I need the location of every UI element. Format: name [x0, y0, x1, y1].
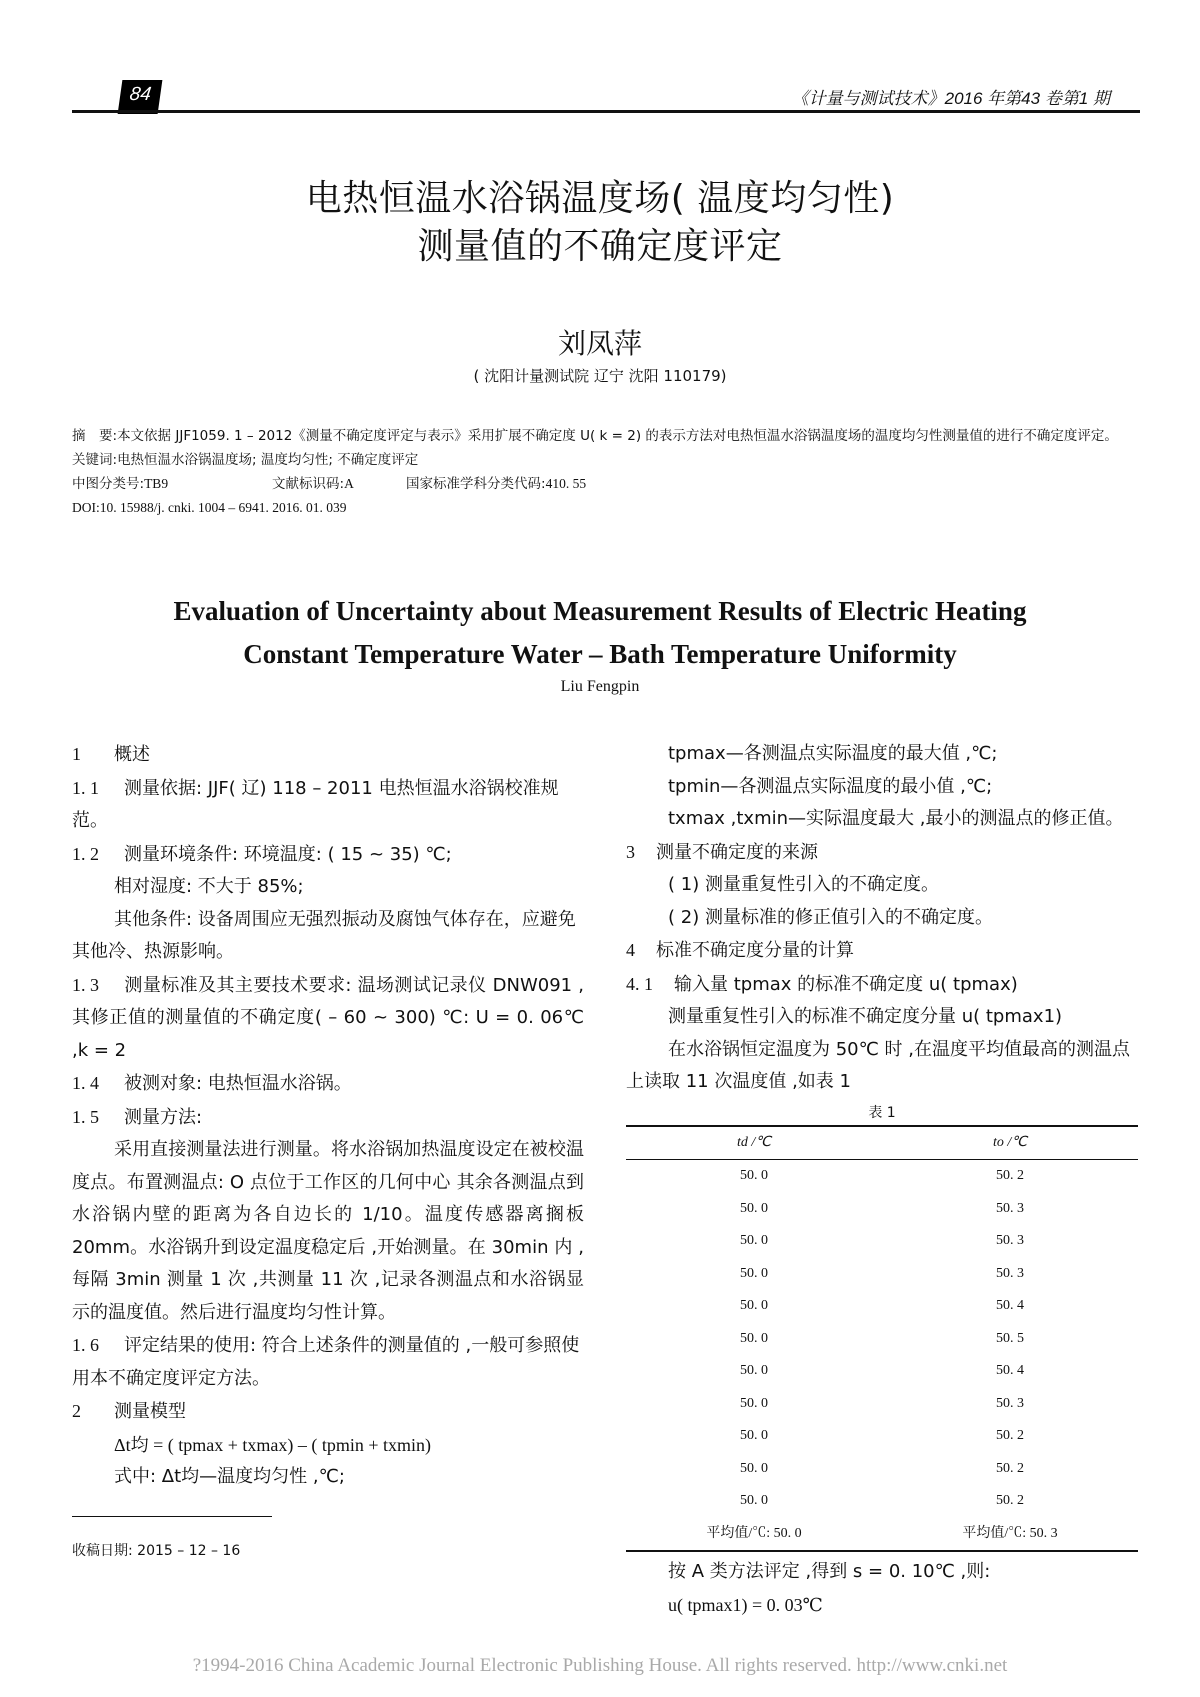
section-4-heading	[626, 934, 1138, 968]
table-row	[626, 1453, 1138, 1486]
paragraph-text: 测量标准及其主要技术要求: 温场测试记录仪 DNW091 ,其修正值的测量值的不确定度( – 60 ~ 300) ℃: U = 0. 06℃ ,k = 2	[72, 974, 584, 1061]
humidity-condition: 相对湿度: 不大于 85%;	[114, 876, 304, 897]
section-number: 1. 2	[72, 843, 99, 864]
cell-to: 50. 2	[996, 1168, 1024, 1183]
clc-label: 中图分类号:	[72, 476, 145, 492]
column-header-to: to /℃	[882, 1126, 1138, 1160]
author-chinese: 刘凤萍	[557, 327, 642, 360]
repeatability-result: u( tpmax1) = 0. 03℃	[668, 1594, 823, 1615]
cell-td: 50. 0	[740, 1265, 768, 1281]
cell-to: 50. 4	[996, 1298, 1024, 1313]
title-chinese	[0, 175, 1200, 271]
section-title: 标准不确定度分量的计算	[656, 940, 854, 961]
section-1-6	[72, 1329, 584, 1395]
title-english-line1: Evaluation of Uncertainty about Measurement Results of Electric Heating	[173, 596, 1027, 626]
subject-code-label: 国家标准学科分类代码:	[406, 476, 546, 492]
section-1-5	[72, 1101, 584, 1135]
received-date: 收稿日期: 2015 – 12 – 16	[72, 1543, 241, 1559]
uncertainty-source-1: ( 1) 测量重复性引入的不确定度。	[668, 874, 939, 895]
cell-td: 50. 0	[740, 1200, 768, 1216]
section-2-heading	[72, 1395, 584, 1429]
section-number: 1. 3	[72, 974, 99, 995]
doi-value[interactable]: 10. 15988/j. cnki. 1004 – 6941. 2016. 01. 039	[99, 500, 347, 515]
cell-to: 50. 3	[996, 1265, 1024, 1281]
cell-td: 50. 0	[740, 1428, 768, 1443]
cell-to: 50. 2	[996, 1493, 1024, 1508]
page-number: 84	[118, 80, 163, 114]
classification-row	[72, 472, 1142, 496]
keywords-label: 关键词:	[72, 452, 118, 468]
cell-td: 50. 0	[740, 1168, 768, 1183]
doc-code-label: 文献标识码:	[272, 476, 345, 492]
section-number: 1. 1	[72, 777, 99, 798]
title-chinese-line2: 测量值的不确定度评定	[417, 226, 783, 267]
table-row	[626, 1193, 1138, 1226]
paragraph-text: 测量方法:	[124, 1106, 203, 1128]
other-condition: 其他条件: 设备周围应无强烈振动及腐蚀气体存在，应避免其他冷、热源影响。	[72, 908, 576, 962]
type-a-evaluation: 按 A 类方法评定 ,得到 s = 0. 10℃ ,则:	[668, 1561, 991, 1582]
section-title: 测量不确定度的来源	[656, 841, 818, 863]
table-row	[626, 1388, 1138, 1421]
cell-td: 50. 0	[740, 1493, 768, 1508]
abstract-block	[72, 424, 1142, 520]
subject-code-field	[406, 472, 586, 496]
column-header-td: td /℃	[626, 1126, 882, 1160]
measurement-model-formula: Δt均 = ( tpmax + txmax) – ( tpmin + txmin)	[114, 1434, 431, 1455]
paragraph-text: 评定结果的使用: 符合上述条件的测量值的 ,一般可参照使用本不确定度评定方法。	[72, 1335, 580, 1389]
clc-value: TB9	[144, 476, 169, 491]
uncertainty-source-2: ( 2) 测量标准的修正值引入的不确定度。	[668, 906, 993, 928]
section-number: 4. 1	[626, 973, 653, 994]
section-4-1	[626, 968, 1138, 1002]
method-paragraph: 采用直接测量法进行测量。将水浴锅加热温度设定在被校温度点。布置测温点: O 点位于工作区的几何中心 其余各测温点到水浴锅内壁的距离为各自边长的 1/10。温度传感器离搁板 20mm。水浴锅升到设定温度稳定后 ,开始测量。在 30min 内 ,每隔 3min 测量 1 次 ,共测量 11 次 ,记录各测温点和水浴锅显示的温度值。然后进行温度均匀性计算。	[72, 1139, 584, 1323]
section-title: 概述	[114, 744, 150, 765]
right-column	[626, 738, 1138, 1621]
title-english-line2: Constant Temperature Water – Bath Temperature Uniformity	[243, 639, 957, 669]
cell-to: 50. 3	[996, 1395, 1024, 1411]
section-1-1	[72, 772, 584, 838]
formula-where-clause: 式中: Δt均—温度均匀性 ,℃;	[114, 1466, 345, 1487]
cell-to: 50. 2	[996, 1428, 1024, 1443]
affiliation: ( 沈阳计量测试院 辽宁 沈阳 110179)	[473, 367, 727, 385]
cell-to: 50. 2	[996, 1460, 1024, 1476]
section-1-4	[72, 1067, 584, 1101]
cell-to: 50. 5	[996, 1330, 1024, 1346]
definition-tpmax: tpmax—各测温点实际温度的最大值 ,℃;	[668, 743, 998, 764]
running-header	[72, 76, 1140, 112]
abstract-label: 摘 要:	[72, 428, 118, 444]
table-row	[626, 1225, 1138, 1258]
table-row	[626, 1485, 1138, 1518]
cell-td: 50. 0	[740, 1460, 768, 1476]
title-chinese-line1: 电热恒温水浴锅温度场( 温度均匀性)	[305, 178, 895, 219]
section-number: 1. 4	[72, 1073, 99, 1093]
paragraph-text: 测量环境条件: 环境温度: ( 15 ~ 35) ℃;	[124, 843, 452, 865]
doi-label: DOI:	[72, 500, 100, 515]
table-row	[626, 1160, 1138, 1193]
section-1-heading	[72, 738, 584, 772]
cell-td: 50. 0	[740, 1330, 768, 1346]
table-row	[626, 1323, 1138, 1356]
cell-to: 50. 3	[996, 1233, 1024, 1248]
paragraph-text: 输入量 tpmax 的标准不确定度 u( tpmax)	[674, 973, 1018, 995]
doi-row	[72, 496, 1142, 520]
cell-td: 50. 0	[740, 1395, 768, 1411]
keywords-text: 电热恒温水浴锅温度场; 温度均匀性; 不确定度评定	[117, 452, 419, 468]
section-number: 1. 5	[72, 1106, 99, 1127]
cell-td: 50. 0	[740, 1298, 768, 1313]
paragraph-text: 被测对象: 电热恒温水浴锅。	[124, 1073, 352, 1094]
reading-paragraph: 在水浴锅恒定温度为 50℃ 时 ,在温度平均值最高的测温点上读取 11 次温度值 ,如表 1	[626, 1038, 1131, 1092]
keywords	[72, 448, 1142, 472]
definition-tpmin: tpmin—各测温点实际温度的最小值 ,℃;	[668, 775, 993, 797]
table-row	[626, 1355, 1138, 1388]
doc-code-value: A	[344, 476, 354, 491]
cell-to: 50. 3	[996, 1200, 1024, 1216]
definition-tx: txmax ,txmin—实际温度最大 ,最小的测温点的修正值。	[668, 808, 1124, 829]
cell-td: 50. 0	[740, 1233, 768, 1248]
section-3-heading	[626, 836, 1138, 870]
abstract-text: 本文依据 JJF1059. 1 – 2012《测量不确定度评定与表示》采用扩展不确定度 U( k = 2) 的表示方法对电热恒温水浴锅温度场的温度均匀性测量值的进行不确定度评定。	[117, 428, 1118, 444]
table-1-caption: 表 1	[868, 1104, 896, 1121]
clc-field	[72, 472, 272, 496]
section-title: 测量模型	[114, 1401, 186, 1422]
cell-td: 50. 0	[740, 1363, 768, 1378]
section-number: 3	[626, 841, 635, 862]
table-row	[626, 1290, 1138, 1323]
repeatability-component: 测量重复性引入的标准不确定度分量 u( tpmax1)	[668, 1006, 1063, 1027]
copyright-notice: ?1994-2016 China Academic Journal Electronic Publishing House. All rights reserved. http://www.cnki.net	[192, 1655, 1008, 1676]
subject-code-value: 410. 55	[545, 476, 587, 491]
paragraph-text: 测量依据: JJF( 辽) 118 – 2011 电热恒温水浴锅校准规范。	[72, 777, 559, 831]
table-1	[626, 1125, 1138, 1553]
journal-citation: 《计量与测试技术》2016 年第43 卷第1 期	[791, 89, 1110, 108]
section-1-3	[72, 969, 584, 1068]
author-english: Liu Fengpin	[560, 678, 640, 695]
table-average-row	[626, 1518, 1138, 1552]
table-row	[626, 1420, 1138, 1453]
section-number: 1. 6	[72, 1335, 99, 1355]
section-number: 2	[72, 1401, 81, 1421]
table-row	[626, 1258, 1138, 1291]
doc-code-field	[272, 472, 406, 496]
table-body	[626, 1160, 1138, 1552]
section-number: 1	[72, 744, 81, 764]
section-number: 4	[626, 940, 635, 960]
average-td: 平均值/℃: 50. 0	[626, 1518, 882, 1552]
title-english	[0, 590, 1200, 676]
average-to: 平均值/℃: 50. 3	[882, 1518, 1138, 1552]
header-rule	[72, 110, 1140, 113]
footnote-rule	[72, 1516, 272, 1517]
abstract	[72, 424, 1142, 448]
table-header-row	[626, 1126, 1138, 1160]
cell-to: 50. 4	[996, 1363, 1024, 1378]
section-1-2	[72, 838, 584, 872]
left-column	[72, 738, 584, 1494]
